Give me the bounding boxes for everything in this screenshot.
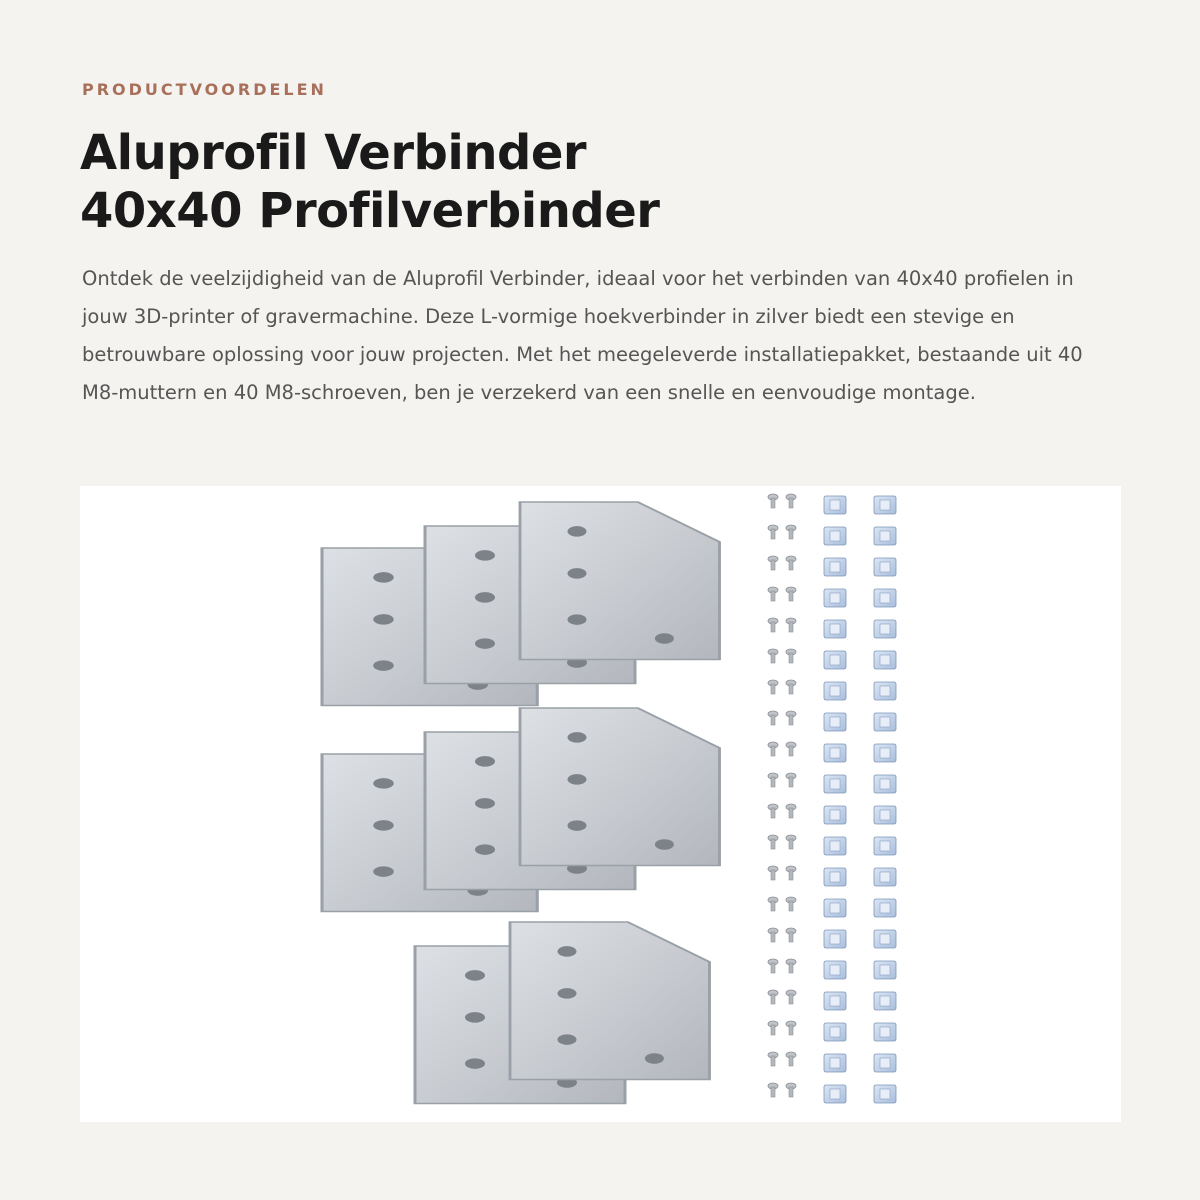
title-line-1: Aluprofil Verbinder [80, 125, 587, 181]
nut-icon [824, 930, 846, 948]
screw-icon [786, 494, 796, 508]
screw-icon [786, 525, 796, 539]
nut-icon [874, 682, 896, 700]
screw-icon [786, 1052, 796, 1066]
screw-icon [786, 1083, 796, 1097]
nut-icon [874, 930, 896, 948]
nut-icon [874, 558, 896, 576]
nut-icon [824, 651, 846, 669]
nut-icon [874, 527, 896, 545]
nut-icon [824, 1023, 846, 1041]
screw-icon [768, 649, 778, 663]
screw-icon [768, 711, 778, 725]
screw-icon [768, 525, 778, 539]
nut-icon [824, 837, 846, 855]
nut-icon [824, 992, 846, 1010]
screw-icon [786, 835, 796, 849]
screw-icon [768, 742, 778, 756]
screw-icon [786, 742, 796, 756]
nut-icon [824, 744, 846, 762]
screw-icon [786, 649, 796, 663]
nut-icon [824, 589, 846, 607]
plate-group-top [322, 502, 720, 706]
screw-icon [786, 587, 796, 601]
nut-icon [824, 868, 846, 886]
screw-icon [768, 928, 778, 942]
screw-icon [786, 990, 796, 1004]
screw-icon [786, 866, 796, 880]
screw-icon [768, 959, 778, 973]
screw-icon [786, 1021, 796, 1035]
screw-icon [768, 680, 778, 694]
screw-column [768, 494, 796, 1097]
nut-icon [824, 558, 846, 576]
nut-icon [874, 744, 896, 762]
screw-icon [786, 680, 796, 694]
screw-icon [768, 897, 778, 911]
nut-icon [874, 1054, 896, 1072]
screw-icon [786, 618, 796, 632]
screw-icon [768, 556, 778, 570]
nut-icon [874, 775, 896, 793]
screw-icon [768, 866, 778, 880]
plate-group-middle [322, 708, 720, 912]
screw-icon [768, 1021, 778, 1035]
nut-icon [874, 589, 896, 607]
nut-icon [874, 961, 896, 979]
page-title [80, 124, 1080, 240]
screw-icon [786, 804, 796, 818]
screw-icon [768, 990, 778, 1004]
plate-group-bottom [415, 922, 710, 1104]
screw-icon [768, 1083, 778, 1097]
nut-icon [874, 806, 896, 824]
nut-icon [824, 496, 846, 514]
nut-icon [824, 775, 846, 793]
screw-icon [768, 804, 778, 818]
nut-icon [824, 682, 846, 700]
product-photo-illustration [80, 486, 1121, 1122]
nut-icon [874, 496, 896, 514]
nut-icon [824, 1085, 846, 1103]
nut-icon [874, 992, 896, 1010]
nut-icon [874, 713, 896, 731]
screw-icon [768, 835, 778, 849]
nut-column-left [824, 496, 846, 1103]
nut-icon [874, 620, 896, 638]
nut-icon [874, 1023, 896, 1041]
nut-icon [824, 899, 846, 917]
nut-icon [874, 651, 896, 669]
nut-icon [874, 837, 896, 855]
nut-icon [874, 1085, 896, 1103]
nut-icon [824, 806, 846, 824]
screw-icon [786, 928, 796, 942]
nut-column-right [874, 496, 896, 1103]
screw-icon [768, 587, 778, 601]
nut-icon [824, 527, 846, 545]
eyebrow-label: PRODUCTVOORDELEN [82, 80, 327, 99]
screw-icon [786, 556, 796, 570]
screw-icon [768, 494, 778, 508]
nut-icon [874, 899, 896, 917]
screw-icon [786, 897, 796, 911]
screw-icon [768, 618, 778, 632]
nut-icon [824, 961, 846, 979]
nut-icon [874, 868, 896, 886]
screw-icon [768, 773, 778, 787]
nut-icon [824, 620, 846, 638]
screw-icon [768, 1052, 778, 1066]
product-description: Ontdek de veelzijdigheid van de Aluprofil Verbinder, ideaal voor het verbinden van 40x40 profielen in jouw 3D-printer of gravermachine. Deze L-vormige hoekverbinder in zilver biedt een stevige en betrouwbare oplossing voor jouw projecten. Met het meegeleverde installatiepakket, bestaande uit 40 M8-muttern en 40 M8-schroeven, ben je verzekerd van een snelle en eenvoudige montage. [82, 267, 1083, 404]
screw-icon [786, 773, 796, 787]
product-image [80, 486, 1121, 1122]
screw-icon [786, 959, 796, 973]
screw-icon [786, 711, 796, 725]
nut-icon [824, 713, 846, 731]
title-line-2: 40x40 Profilverbinder [80, 183, 660, 239]
nut-icon [824, 1054, 846, 1072]
